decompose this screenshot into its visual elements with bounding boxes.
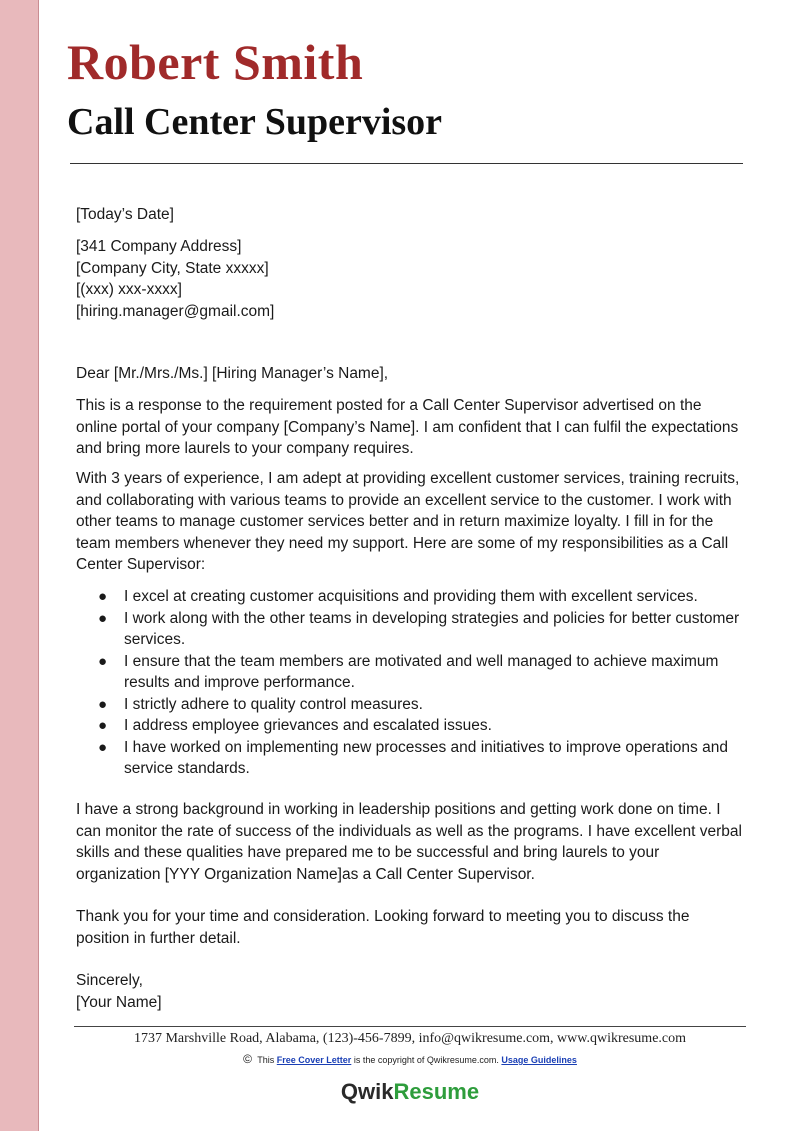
list-item	[76, 651, 746, 694]
list-item	[76, 586, 746, 608]
header-divider	[70, 163, 743, 164]
list-item-text: I strictly adhere to quality control measures.	[124, 695, 423, 713]
list-item	[76, 608, 746, 651]
logo-part-resume: Resume	[393, 1079, 480, 1104]
copyright-text: is the copyright of Qwikresume.com.	[353, 1055, 499, 1065]
copyright-icon: ©	[243, 1052, 252, 1066]
address-line: [hiring.manager@gmail.com]	[76, 302, 275, 320]
bullet-icon: ●	[98, 588, 108, 605]
bullet-icon: ●	[98, 609, 108, 627]
recipient-address	[76, 236, 274, 322]
responsibilities-list	[76, 586, 746, 780]
free-cover-letter-link[interactable]: Free Cover Letter	[276, 1055, 352, 1065]
logo-part-qwik: Qwik	[340, 1079, 394, 1104]
paragraph-background: I have a strong background in working in leadership positions and getting work done on time. I can monitor the rate of success of the individuals as well as the programs. I have excellent verbal skills and these qualities have prepared me to be successful and bring laurels to your organization [YYY Organization Name]as a Call Center Supervisor.	[76, 801, 742, 883]
qwikresume-logo	[74, 1078, 746, 1106]
address-line: [341 Company Address]	[76, 238, 242, 255]
signature-block	[76, 970, 162, 1013]
list-item-text: I ensure that the team members are motivated and well managed to achieve maximum results and improve performance.	[124, 652, 719, 691]
list-item	[76, 737, 746, 780]
address-line: [(xxx) xxx-xxxx]	[76, 281, 182, 298]
copyright-notice	[74, 1052, 746, 1067]
signature-name: [Your Name]	[76, 993, 162, 1011]
bullet-icon: ●	[98, 695, 108, 713]
list-item	[76, 694, 746, 716]
paragraph-thanks: Thank you for your time and consideration. Looking forward to meeting you to discuss the position in further detail.	[76, 908, 690, 947]
footer-contact: 1737 Marshville Road, Alabama, (123)-456-7899, info@qwikresume.com, www.qwikresume.com	[133, 1031, 687, 1046]
bullet-icon: ●	[98, 738, 108, 756]
footer-divider	[74, 1026, 746, 1027]
address-line: [Company City, State xxxxx]	[76, 259, 269, 277]
list-item-text: I excel at creating customer acquisitions and providing them with excellent services.	[124, 588, 698, 605]
copyright-prefix: This	[257, 1055, 275, 1065]
paragraph-experience: With 3 years of experience, I am adept at providing excellent customer services, training recruits, and collaborating with various teams to provide an excellent service to the customer. I work with other teams to manage customer services better and in return maximize loyalty. I fill in for the team members whenever they need my support. Here are some of my responsibilities as a Call Center Supervisor:	[76, 470, 740, 573]
letter-date: [Today’s Date]	[76, 206, 174, 223]
applicant-name: Robert Smith	[67, 34, 364, 90]
salutation: Dear [Mr./Mrs./Ms.] [Hiring Manager’s Name],	[76, 365, 389, 382]
paragraph-intro: This is a response to the requirement posted for a Call Center Supervisor advertised on the online portal of your company [Company’s Name]. I am confident that I can fulfil the expectations and bring more laurels to your company requires.	[76, 397, 739, 457]
job-title: Call Center Supervisor	[67, 101, 443, 143]
list-item-text: I have worked on implementing new processes and initiatives to improve operations and service standards.	[124, 738, 728, 777]
bullet-icon: ●	[98, 717, 108, 734]
usage-guidelines-link[interactable]: Usage Guidelines	[501, 1055, 577, 1065]
list-item	[76, 715, 746, 737]
list-item-text: I work along with the other teams in developing strategies and policies for better customer services.	[124, 609, 740, 648]
list-item-text: I address employee grievances and escalated issues.	[124, 717, 492, 734]
closing: Sincerely,	[76, 972, 143, 989]
decorative-side-bar	[0, 0, 39, 1131]
bullet-icon: ●	[98, 652, 108, 670]
